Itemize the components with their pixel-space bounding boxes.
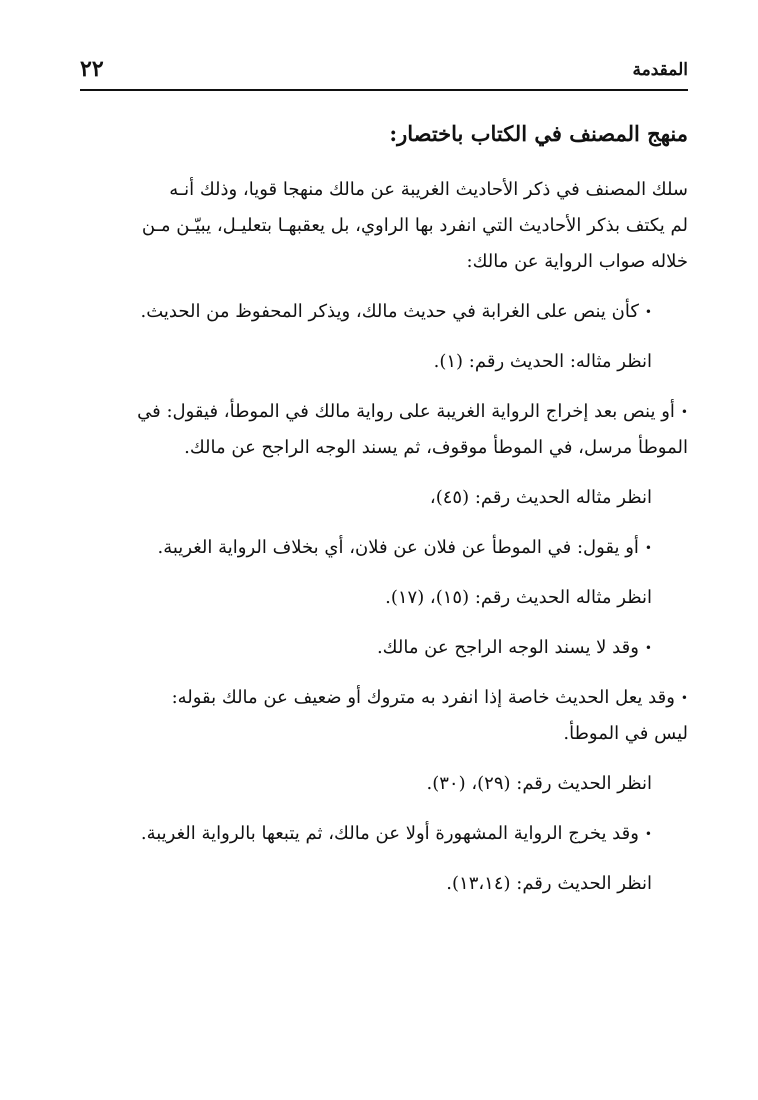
item-reference: [80, 480, 688, 516]
bullet-icon: •: [644, 827, 652, 841]
bullet-icon: •: [680, 405, 688, 419]
bullet-icon: •: [644, 641, 652, 655]
running-title: المقدمة: [632, 60, 688, 80]
item-line: [80, 680, 688, 716]
bullet-icon: •: [680, 691, 688, 705]
bullet-icon: •: [644, 305, 652, 319]
item-text: وقد يعل الحديث خاصة إذا انفرد به متروك أو ضعيف عن مالك بقوله:: [171, 687, 675, 708]
item-reference: [80, 580, 688, 616]
method-item: [80, 394, 688, 466]
item-text: أو يقول: في الموطأ عن فلان عن فلان، أي بخلاف الرواية الغريبة.: [157, 537, 639, 558]
bullet-icon: •: [644, 541, 652, 555]
reference-line: انظر الحديث رقم: (٢٩)، (٣٠).: [426, 773, 652, 794]
item-reference: [80, 866, 688, 902]
page-number: ٢٢: [80, 56, 104, 82]
method-item: [80, 530, 688, 566]
intro-line: خلاله صواب الرواية عن مالك:: [466, 251, 688, 272]
section-title: منهج المصنف في الكتاب باختصار:: [389, 121, 688, 146]
item-reference: [80, 344, 688, 380]
page-body: [80, 112, 688, 916]
item-line: [80, 530, 652, 566]
intro-line: سلك المصنف في ذكر الأحاديث الغريبة عن مالك منهجا قويا، وذلك أنـه: [169, 179, 688, 200]
item-text: وقد لا يسند الوجه الراجح عن مالك.: [376, 637, 639, 658]
method-item: [80, 816, 688, 852]
item-text: أو ينص بعد إخراج الرواية الغريبة على رواية مالك في الموطأ، فيقول: في: [137, 401, 675, 422]
method-item: [80, 294, 688, 330]
item-line: [80, 394, 688, 430]
item-line: الموطأ مرسل، في الموطأ موقوف، ثم يسند الوجه الراجح عن مالك.: [184, 437, 688, 458]
item-line: [80, 630, 652, 666]
reference-line: انظر الحديث رقم: (١٣،١٤).: [446, 873, 652, 894]
item-line: [80, 816, 652, 852]
intro-line: لم يكتف بذكر الأحاديث التي انفرد بها الراوي، بل يعقبهـا بتعليـل، يبيّـن مـن: [141, 215, 688, 236]
item-line: [80, 294, 652, 330]
item-text: وقد يخرج الرواية المشهورة أولا عن مالك، ثم يتبعها بالرواية الغريبة.: [140, 823, 639, 844]
page-header: [80, 56, 688, 88]
item-reference: [80, 766, 688, 802]
reference-line: انظر مثاله: الحديث رقم: (١).: [433, 351, 652, 372]
method-item: [80, 630, 688, 666]
method-item: [80, 680, 688, 752]
header-rule: [80, 89, 688, 91]
reference-line: انظر مثاله الحديث رقم: (٤٥)،: [429, 487, 652, 508]
intro-paragraph: [80, 172, 688, 280]
reference-line: انظر مثاله الحديث رقم: (١٥)، (١٧).: [385, 587, 652, 608]
item-text: كأن ينص على الغرابة في حديث مالك، ويذكر المحفوظ من الحديث.: [140, 301, 639, 322]
item-line: ليس في الموطأ.: [563, 723, 688, 744]
